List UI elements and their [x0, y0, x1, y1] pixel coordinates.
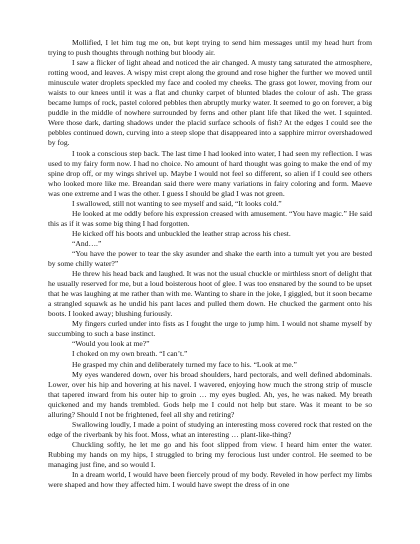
- paragraph: Chuckling softly, he let me go and his foot slipped from view. I heard him enter the water. Rubbing my hands on my hips, I struggled to bring my ferocious lust under control. He seemed to be managing just fine, and so would I.: [48, 439, 372, 469]
- paragraph: Mollified, I let him tug me on, but kept trying to send him messages until my head hurt from trying to push thoughts through nothing but bloody air.: [48, 38, 372, 58]
- paragraph: I saw a flicker of light ahead and noticed the air changed. A musty tang saturated the atmosphere, rotting wood, and leaves. A wispy mist crept along the ground and rose higher the further we moved until minuscule water droplets speckled my face and cooled my cheeks. The grass got lower, moving from our waists to our knees until it was a flat and chunky carpet of blunted blades the colour of ash. The grass became lumps of rock, pastel colored pebbles then abruptly murky water. It seemed to go on forever, a big puddle in the middle of nowhere surrounded by ferns and other plant life that liked the wet. I squinted. Were those dark, darting shadows under the placid surface schools of fish? At the edges I could see the pebbles continued down, curving into a steep slope that disappeared into a sapphire mirror overshadowed by fog.: [48, 58, 372, 148]
- paragraph: “You have the power to tear the sky asunder and shake the earth into a tumult yet you are bested by some chilly water?”: [48, 248, 372, 269]
- paragraph: I swallowed, still not wanting to see myself and said, “It looks cold.”: [72, 198, 282, 208]
- paragraph: In a dream world, I would have been fiercely proud of my body. Reveled in how perfect my limbs were shaped and how they affected him. I would have swept the dress of in one: [48, 470, 372, 490]
- paragraph: “Would you look at me?”: [72, 339, 150, 349]
- paragraph: He looked at me oddly before his expression creased with amusement. “You have magic.” He said this as if it was some big thing I had forgotten.: [48, 208, 372, 228]
- paragraph: My eyes wandered down, over his broad shoulders, hard pectorals, and well defined abdominals. Lower, over his hip and hovering at his navel. I wavered, enjoying how much the strong strip of muscle that tapered inward from his outer hip to groin … my eyes bugled. Ah, yes, he was naked. My breath quickened and my hands trembled. Gods help me I could not help but stare. Was it meant to be so alluring? Should I not be frightened, feel all shy and retiring?: [48, 369, 372, 419]
- paragraph: He kicked off his boots and unbuckled the leather strap across his chest.: [72, 228, 291, 238]
- paragraph: My fingers curled under into fists as I fought the urge to jump him. I would not shame myself by succumbing to such a base instinct.: [48, 319, 372, 339]
- paragraph: I choked on my own breath. “I can’t.”: [72, 349, 188, 359]
- paragraph: I took a conscious step back. The last time I had looked into water, I had seen my reflection. I was used to my fairy form now. I had no choice. No amount of hard thought was going to make the end of my spine drop off, or my wings shrivel up. Maybe I would not feel so different, so alien if I could see others who looked more like me. Breandan said there were many variations in fairy coloring and form. Maeve was one extreme and I was the other. I guess I should be glad I was not green.: [48, 148, 372, 198]
- paragraph: He threw his head back and laughed. It was not the usual chuckle or mirthless snort of delight that he usually reserved for me, but a loud boisterous hoot of glee. I was too ensnared by the sound to be upset that he was laughing at me rather than with me. Wanting to share in the joke, I giggled, but it soon became a strangled squawk as he undid his pant laces and pulled them down. He chucked the garment onto his boots. I looked away; blushing furiously.: [48, 269, 372, 319]
- body-text: [48, 38, 372, 490]
- paragraph: Swallowing loudly, I made a point of studying an interesting moss covered rock that rested on the edge of the riverbank by his foot. Moss, what an interesting … plant-like-thing?: [48, 419, 372, 439]
- paragraph: He grasped my chin and deliberately turned my face to his. “Look at me.”: [72, 359, 297, 369]
- paragraph: “And….”: [72, 238, 102, 248]
